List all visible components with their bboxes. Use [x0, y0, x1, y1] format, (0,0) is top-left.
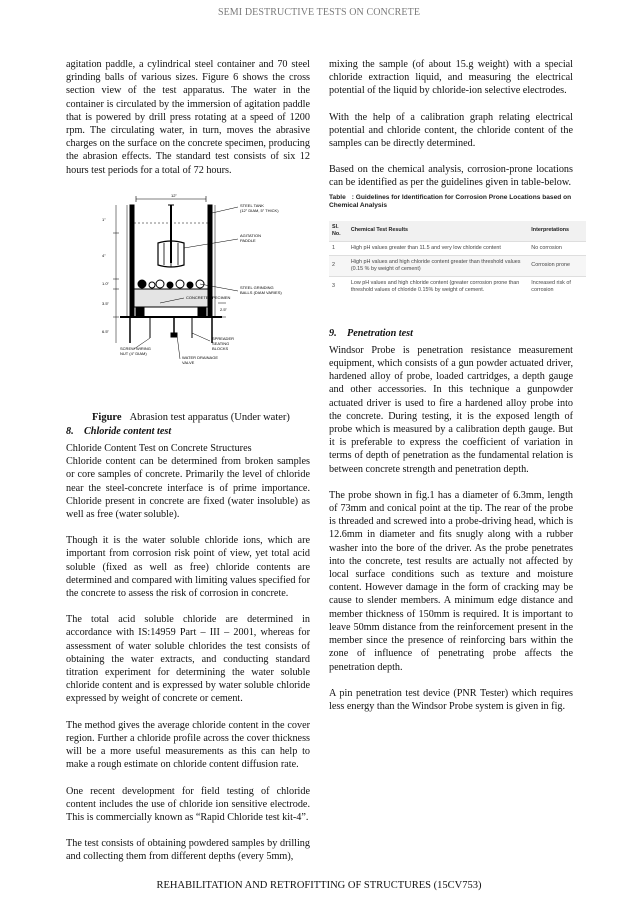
chloride-paragraph-6: The test consists of obtaining powdered samples by drilling and collecting them from different depths (every 5mm),: [66, 838, 310, 863]
abrasion-apparatus-drawing: [100, 193, 300, 405]
svg-text:PADDLE: PADDLE: [240, 237, 256, 243]
table-cell: Corrosion prone: [528, 255, 586, 276]
chloride-paragraph-3: The total acid soluble chloride are determined in accordance with IS:14959 Part – III – 2001, whereas for assessment of water soluble chlorides the test consists of obtaining the water extracts, and conducting standard titration experiment for determining the water soluble chloride content and is expressed by water soluble chloride expressed by weight of concrete or cement.: [66, 614, 310, 705]
table-row: [329, 255, 586, 276]
calibration-paragraph: With the help of a calibration graph relating electrical potential and chloride content, the chloride content of the samples can be directly determined.: [329, 111, 573, 150]
table-header-row: [329, 221, 586, 242]
svg-text:NUT (4" DIAM): NUT (4" DIAM): [120, 350, 147, 356]
table-caption: [329, 194, 573, 211]
table-row: [329, 276, 586, 297]
analysis-paragraph: Based on the chemical analysis, corrosion-prone locations can be identified as per the guidelines given in table-below.: [329, 164, 573, 189]
section-9-title: Penetration test: [347, 327, 413, 339]
chloride-paragraph-2: Though it is the water soluble chloride ions, which are important from corrosion risk point of view, yet total acid soluble (fixed as well as free) chloride contents are determined and compared with limiting values specified for the concrete to assess the risk of corrosion in concrete.: [66, 535, 310, 600]
table-cell: High pH values and high chloride content greater than threshold values (0.15 % by weight of cement): [348, 255, 528, 276]
svg-text:4": 4": [102, 252, 106, 258]
section-8-subtitle: Chloride Content Test on Concrete Structures: [66, 443, 252, 455]
table-row: [329, 241, 586, 255]
penetration-paragraph-2: The probe shown in fig.1 has a diameter of 6.3mm, length of 73mm and conical point at the tip. The rear of the probe is threaded and screwed into a probe-driving head, which is 12.6mm in diameter and fits snugly along with a rubber washer into the bore of the driver. As the probe penetrates into the concrete, test results are actually not affected by local surface conditions such as texture and moisture content. However damage in the form of cracking may be cause to slender members. A minimum edge distance and member thickness of 150mm is required. It is important to leave 50mm distance from the reinforcement present in the member since the presence of reinforcing bars within the zone of influence of penetrating probe affects the penetration depth.: [329, 489, 573, 673]
table-cell: Increased risk of corrosion: [528, 276, 586, 297]
corrosion-guidelines-table: [329, 221, 586, 297]
table-cell: No corrosion: [528, 241, 586, 255]
table-header-cell: Interpretations: [531, 227, 570, 234]
table-label: Table: [329, 193, 346, 201]
chloride-paragraph-5: One recent development for field testing of chloride content includes the use of chloride ion sensitive electrode. This is commercially known as “Rapid Chloride test kit-4”.: [66, 785, 310, 823]
svg-text:BLOCKS: BLOCKS: [212, 345, 229, 351]
penetration-paragraph-1: Windsor Probe is penetration resistance measurement equipment, which consists of a gun powder actuated driver, hardened alloy of probe, loaded cartridges, a depth gauge and other accessories. In this technique a gunpowder actuated driver is used to fire a hardened alloy probe into the concrete. During testing, it is the exposed length of probe which is measured by a calibration depth gauge. But it is preferable to express the coefficient of variation in terms of depth of penetration as the fundamental relation is between concrete strength and penetration depth.: [329, 344, 573, 475]
table-cell: Low pH values and high chloride content (greater corrosion prone than threshold values of chloride 0.15% by weight of cement.: [348, 276, 528, 297]
svg-text:1.0": 1.0": [102, 280, 109, 286]
svg-text:SPREADER: SPREADER: [212, 335, 235, 341]
svg-text:12": 12": [171, 192, 177, 198]
table-header-cell: Chemical Test Results: [350, 227, 408, 234]
table-cell: 1: [329, 241, 348, 255]
svg-text:2.5": 2.5": [220, 306, 227, 312]
section-8-number: 8.: [66, 425, 74, 437]
svg-text:STEEL GRINDING: STEEL GRINDING: [240, 284, 274, 290]
svg-text:BALLS (DIAM VARIES): BALLS (DIAM VARIES): [240, 289, 282, 295]
section-8-title: Chloride content test: [84, 425, 172, 437]
abrasion-figure: [66, 192, 310, 423]
figure-caption: [92, 411, 290, 424]
table-cell: High pH values greater than 11.5 and very low chloride content: [348, 241, 528, 255]
chloride-paragraph-1: Chloride content can be determined from broken samples or core samples of concrete. Primarily the level of chloride near the steel-concrete interface is of prime importance. Chloride present in concrete are fixed (water insoluble) as well as free (water soluble).: [66, 456, 310, 521]
page-header: SEMI DESTRUCTIVE TESTS ON CONCRETE: [217, 7, 421, 18]
figure-label: Figure: [92, 411, 122, 423]
section-9-number: 9.: [329, 327, 337, 339]
svg-text:1": 1": [102, 216, 106, 222]
svg-text:SEATING: SEATING: [212, 340, 230, 346]
mixing-paragraph: mixing the sample (of about 15.g weight) with a special chloride extraction liquid, and measuring the electrical potential of the liquid by chloride-ion selective electrodes.: [329, 59, 573, 97]
section-8-heading: [66, 425, 310, 438]
right-column: [329, 58, 573, 726]
left-column: [66, 58, 310, 877]
svg-text:SCREW WIRING: SCREW WIRING: [120, 345, 151, 351]
svg-text:VALVE: VALVE: [182, 359, 195, 365]
abrasion-paragraph: agitation paddle, a cylindrical steel container and 70 steel grinding balls of various sizes. Figure 6 shows the cross section view of the test apparatus. The water in the container is circulated by the immersion of agitation paddle that is powered by drill press rotating at a speed of 1200 rpm. The circulating water, in turn, moves the abrasive charges on the surface on the concrete specimen, producing the abrasion effects. The standard test consists of six 12 hours test periods for a total of 72 hours.: [66, 59, 310, 176]
table-caption-text: : Guidelines for Identification for Corrosion Prone Locations based on Chemical Analysis: [329, 193, 572, 210]
table-cell: 3: [329, 276, 348, 297]
page-footer: REHABILITATION AND RETROFITTING OF STRUCTURES (15CV753): [156, 880, 482, 891]
table-header-cell: Sl. No.: [332, 223, 341, 237]
svg-text:WATER DRAINAGE: WATER DRAINAGE: [182, 354, 219, 360]
penetration-paragraph-3: A pin penetration test device (PNR Tester) which requires less energy than the Windsor Probe system is given in fig.: [329, 687, 573, 712]
svg-text:STEEL TANK: STEEL TANK: [240, 202, 264, 208]
svg-text:CONCRETE SPECIMEN: CONCRETE SPECIMEN: [186, 294, 231, 300]
svg-text:3.5": 3.5": [102, 300, 109, 306]
svg-text:(12" DIAM, 5" THICK): (12" DIAM, 5" THICK): [240, 207, 279, 213]
table-cell: 2: [329, 255, 348, 276]
svg-text:6.5": 6.5": [102, 328, 109, 334]
section-9-heading: [329, 327, 573, 340]
figure-caption-text: Abrasion test apparatus (Under water): [129, 411, 290, 423]
svg-text:AGITATION: AGITATION: [240, 232, 261, 238]
chloride-paragraph-4: The method gives the average chloride content in the cover region. Further a chloride profile across the cover thickness will be a more useful measurements as this can help to make a rough estimate on chloride content diffusion rate.: [66, 719, 310, 771]
